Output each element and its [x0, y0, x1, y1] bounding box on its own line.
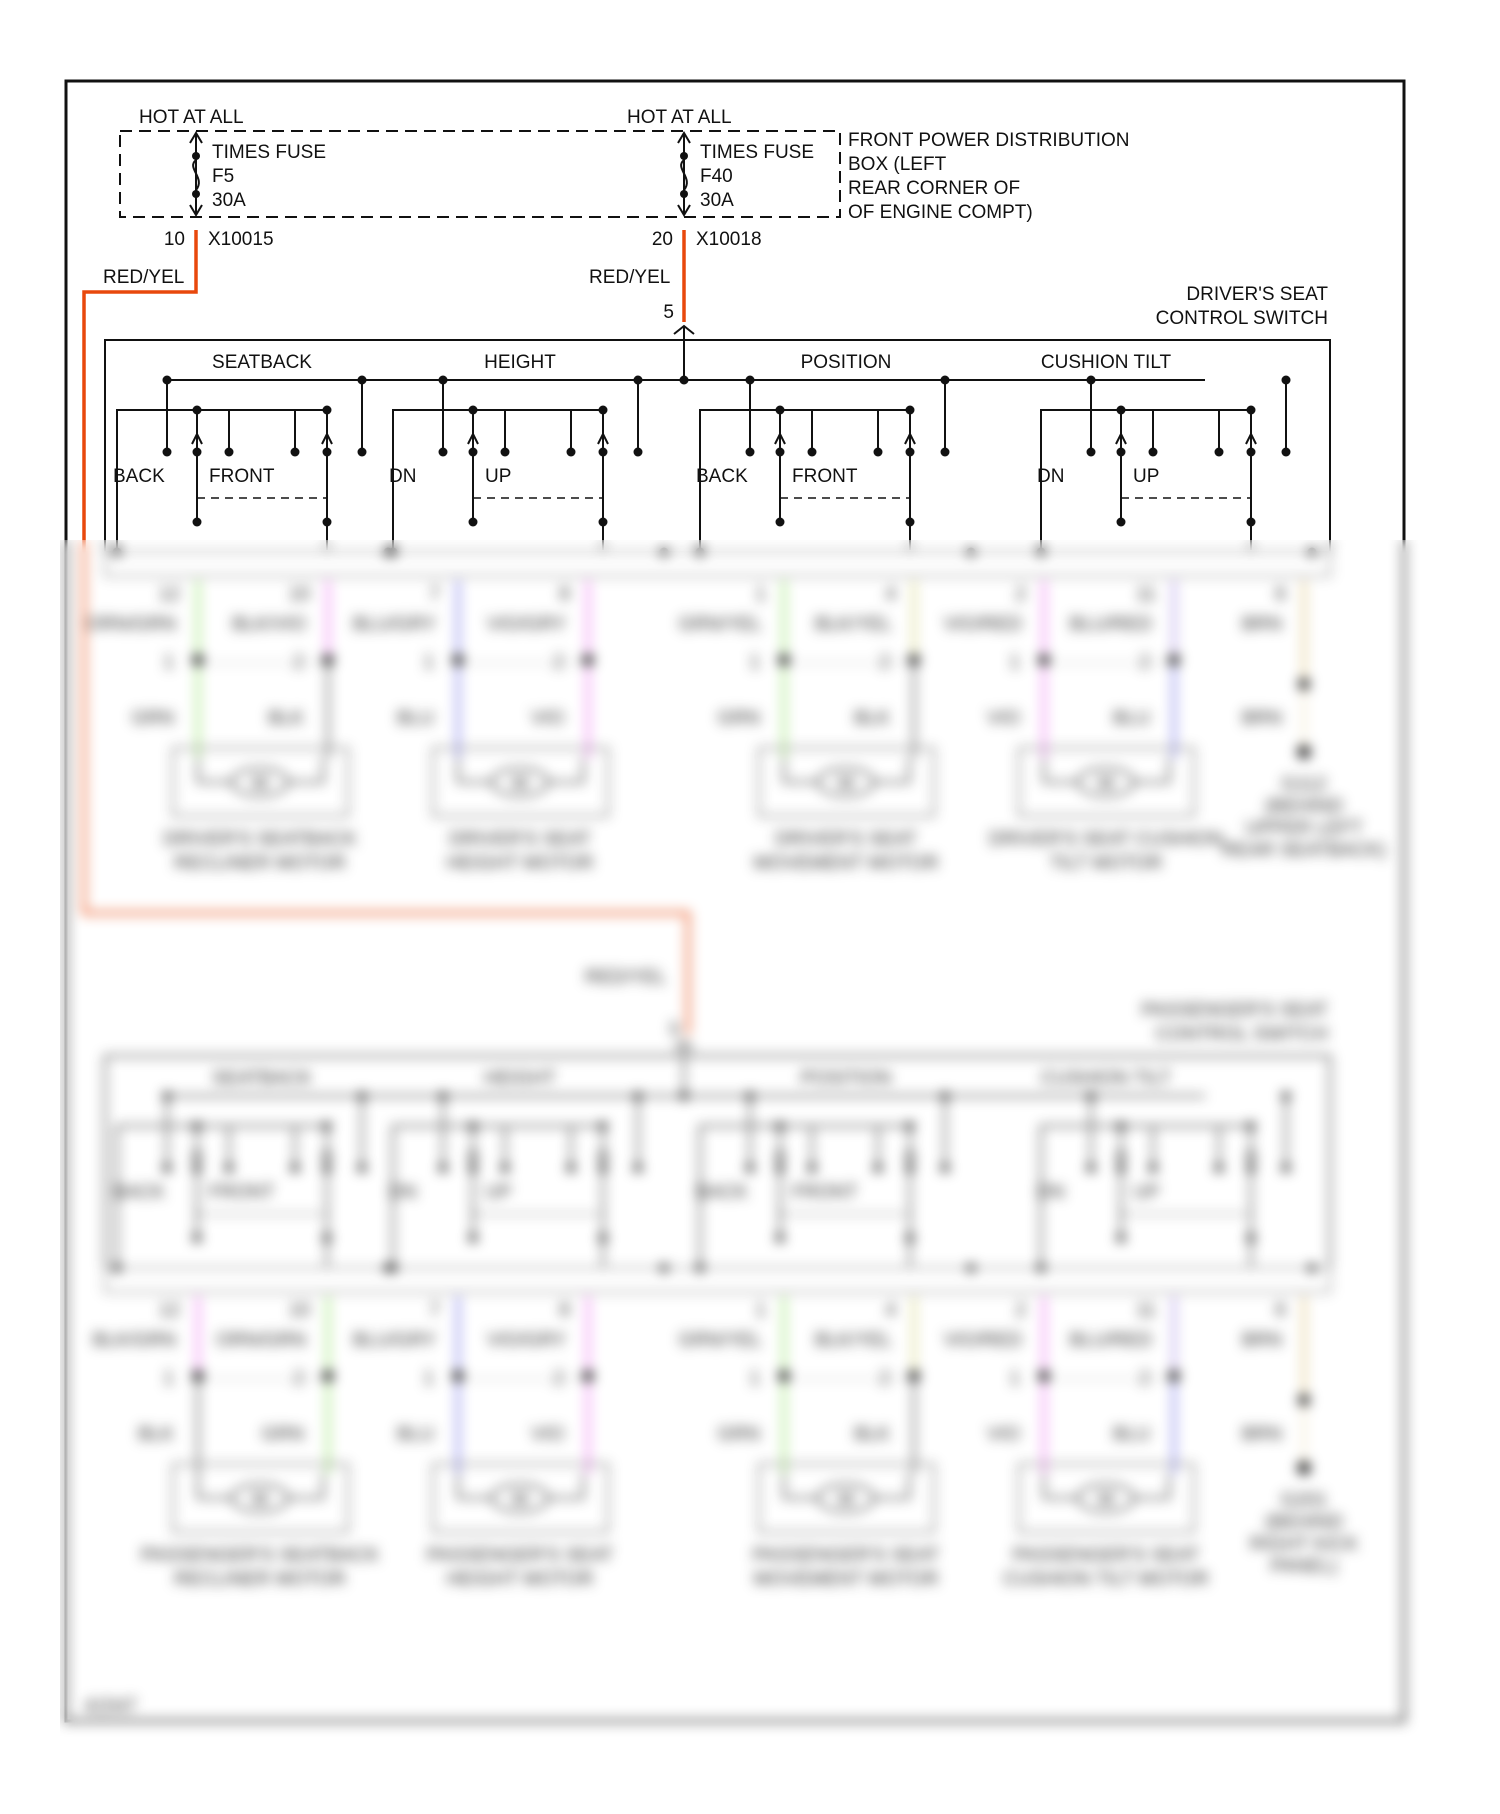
seat-control-switch-outline — [105, 1056, 1330, 1292]
wire-color-label: ORN/GRN — [86, 614, 176, 635]
wire-color-label: GRN/YEL — [678, 614, 762, 635]
connector-pin-number: 11 — [1136, 1300, 1156, 1321]
wire-color-label: VIO/GRY — [487, 1330, 566, 1351]
connector-terminal-dot — [452, 654, 464, 666]
motor-name: PASSENGER'S SEATBACK — [140, 1545, 380, 1566]
connector-terminal-dot — [1038, 654, 1050, 666]
ground-label: RIGHT KICK — [1249, 1534, 1359, 1555]
motor-name: RECLINER MOTOR — [174, 853, 346, 874]
motor-wire-label: BLK — [854, 1424, 890, 1445]
motor-pin-number: 1 — [1009, 652, 1020, 673]
motor-pin-number: 2 — [1139, 652, 1150, 673]
box-label-line: REAR CORNER OF — [848, 178, 1021, 199]
junction-dot — [193, 1234, 202, 1243]
junction-dot — [1037, 1264, 1046, 1273]
motor-wire-label: VIO — [531, 708, 564, 729]
switch-group-label: HEIGHT — [484, 352, 556, 373]
junction-dot — [1037, 548, 1046, 557]
junction-dot — [776, 1234, 785, 1243]
motor-wire-label: BLU — [1113, 708, 1150, 729]
connector-pin-number: 10 — [288, 584, 310, 605]
junction-dot — [941, 1092, 950, 1101]
junction-dot — [163, 376, 172, 385]
junction-dot — [163, 1092, 172, 1101]
motor-pin-number: 2 — [293, 652, 304, 673]
fuse-name: TIMES FUSE — [700, 142, 815, 163]
fuse-id: F40 — [700, 166, 733, 187]
junction-dot — [358, 1092, 367, 1101]
connector-pin-number: 6 — [1275, 1300, 1286, 1321]
ground-terminal-dot — [1298, 1394, 1310, 1406]
wire-color-label: BLK/VIO — [232, 614, 306, 635]
switch-group-label: POSITION — [800, 352, 892, 373]
motor-symbol-letter: M — [1098, 773, 1114, 794]
motor-wire-label: BLK — [268, 708, 304, 729]
switch-group-label: HEIGHT — [484, 1068, 556, 1089]
connector-terminal-dot — [908, 654, 920, 666]
connector-terminal-dot — [322, 654, 334, 666]
connector-pin-number: 6 — [1275, 584, 1286, 605]
motor-name: DRIVER'S SEAT — [775, 829, 917, 850]
switch-group-label: SEATBACK — [212, 1068, 312, 1089]
junction-dot — [1247, 1234, 1256, 1243]
switch-position-label: UP — [1133, 466, 1160, 487]
fuse-id: F5 — [212, 166, 235, 187]
motor-wire-label: GRN — [261, 1424, 304, 1445]
junction-dot — [358, 376, 367, 385]
junction-dot — [660, 1264, 669, 1273]
switch-position-label: DN — [389, 466, 417, 487]
switch-pin-number: 5 — [663, 302, 674, 323]
switch-group-label: CUSHION TILT — [1040, 1068, 1172, 1089]
motor-wire-label: GRN — [717, 708, 760, 729]
wire-color-label: BLU/GRY — [352, 614, 436, 635]
junction-dot — [439, 1092, 448, 1101]
motor-wire-label: BLK — [138, 1424, 174, 1445]
junction-dot — [1282, 1092, 1291, 1101]
switch-position-label: FRONT — [792, 1182, 858, 1203]
connector-terminal-dot — [778, 1370, 790, 1382]
fuse-name: TIMES FUSE — [212, 142, 327, 163]
box-label-line: OF ENGINE COMPT) — [848, 202, 1033, 223]
motor-name: DRIVER'S SEATBACK — [163, 829, 357, 850]
connector-pin-number: 1 — [755, 584, 766, 605]
motor-pin-number: 2 — [879, 1368, 890, 1389]
wire-color-label: VIO/GRY — [487, 614, 566, 635]
junction-dot — [113, 548, 122, 557]
junction-dot — [906, 1234, 915, 1243]
junction-dot — [746, 376, 755, 385]
motor-pin-number: 1 — [749, 1368, 760, 1389]
junction-dot — [696, 1264, 705, 1273]
connector-terminal-dot — [908, 1370, 920, 1382]
fuse-terminal-dot — [680, 152, 688, 160]
wire-color-label: BRN — [1241, 614, 1282, 635]
junction-dot — [113, 1264, 122, 1273]
junction-dot — [1117, 518, 1126, 527]
connector-pin-number: 11 — [1136, 584, 1156, 605]
motor-wire-label: BLK — [854, 708, 890, 729]
junction-dot — [1308, 548, 1317, 557]
switch-position-label: BACK — [696, 466, 748, 487]
motor-pin-number: 1 — [163, 652, 174, 673]
motor-symbol-letter: M — [512, 773, 528, 794]
ground-label: G112 — [1281, 774, 1327, 795]
motor-symbol-letter: M — [252, 773, 268, 794]
switch-pin-number: 5 — [669, 1020, 680, 1041]
motor-name: PASSENGER'S SEAT — [752, 1545, 940, 1566]
junction-dot — [1117, 1234, 1126, 1243]
motor-wire-label: GRN — [131, 708, 174, 729]
fuse-rating: 30A — [700, 190, 734, 211]
figure-id: 41547 — [84, 1696, 137, 1717]
junction-dot — [941, 376, 950, 385]
motor-pin-number: 2 — [553, 652, 564, 673]
switch-position-label: DN — [1037, 466, 1065, 487]
junction-dot — [696, 548, 705, 557]
ground-terminal-dot — [1297, 1461, 1311, 1475]
switch-position-label: BACK — [113, 466, 165, 487]
switch-position-label: DN — [389, 1182, 417, 1203]
fuse-connector-id: X10018 — [696, 229, 762, 250]
feed-wire-label: RED/YEL — [103, 267, 185, 288]
seat-control-switch-outline — [105, 340, 1330, 576]
junction-dot — [469, 518, 478, 527]
motor-wire-label: BLU — [397, 1424, 434, 1445]
connector-terminal-dot — [1168, 1370, 1180, 1382]
switch-position-label: UP — [1133, 1182, 1160, 1203]
connector-pin-number: 7 — [429, 584, 440, 605]
motor-name: PASSENGER'S SEAT — [426, 1545, 614, 1566]
switch-position-label: FRONT — [209, 1182, 275, 1203]
junction-dot — [323, 518, 332, 527]
ground-label: UPPER LEFT — [1245, 818, 1363, 839]
motor-pin-number: 1 — [1009, 1368, 1020, 1389]
junction-dot — [967, 548, 976, 557]
switch-position-label: UP — [485, 1182, 512, 1203]
wire-color-label: VIO/RED — [943, 614, 1022, 635]
switch-position-label: BACK — [696, 1182, 748, 1203]
junction-dot — [439, 376, 448, 385]
connector-pin-number: 1 — [755, 1300, 766, 1321]
junction-dot — [634, 1092, 643, 1101]
motor-name: TILT MOTOR — [1049, 853, 1163, 874]
junction-dot — [469, 1234, 478, 1243]
connector-terminal-dot — [1038, 1370, 1050, 1382]
box-label-line: BOX (LEFT — [848, 154, 947, 175]
motor-pin-number: 1 — [163, 1368, 174, 1389]
ground-label: (BEHIND — [1264, 1512, 1344, 1533]
junction-dot — [1087, 1092, 1096, 1101]
ground-label: REAR SEATBACK) — [1221, 840, 1387, 861]
hot-at-all-label: HOT AT ALL — [139, 107, 244, 128]
ground-terminal-dot — [1298, 678, 1310, 690]
motor-name: HEIGHT MOTOR — [446, 853, 594, 874]
junction-dot — [680, 1092, 689, 1101]
fuse-terminal-dot — [192, 152, 200, 160]
junction-dot — [680, 376, 689, 385]
fuse-pin-number: 20 — [651, 229, 673, 250]
motor-wire-label: VIO — [987, 1424, 1020, 1445]
switch-position-label: DN — [1037, 1182, 1065, 1203]
switch-position-label: UP — [485, 466, 512, 487]
motor-wire-label: GRN — [717, 1424, 760, 1445]
switch-group-label: CUSHION TILT — [1040, 352, 1172, 373]
motor-wire-label: BLU — [1113, 1424, 1150, 1445]
connector-pin-number: 4 — [885, 584, 896, 605]
connector-pin-number: 12 — [158, 584, 180, 605]
motor-name: DRIVER'S SEAT CUSHION — [988, 829, 1224, 850]
motor-name: MOVEMENT MOTOR — [753, 853, 939, 874]
junction-dot — [1282, 376, 1291, 385]
wire-color-label: BLK/YEL — [814, 1330, 892, 1351]
connector-pin-number: 10 — [288, 1300, 310, 1321]
connector-pin-number: 8 — [559, 1300, 570, 1321]
motor-wire-label: VIO — [531, 1424, 564, 1445]
connector-terminal-dot — [582, 654, 594, 666]
ground-label: (BEHIND — [1264, 796, 1344, 817]
ground-label: PANEL) — [1270, 1556, 1338, 1577]
motor-symbol-letter: M — [512, 1489, 528, 1510]
motor-pin-number: 2 — [1139, 1368, 1150, 1389]
switch-position-label: FRONT — [209, 466, 275, 487]
connector-pin-number: 12 — [158, 1300, 180, 1321]
motor-pin-number: 2 — [293, 1368, 304, 1389]
motor-name: RECLINER MOTOR — [174, 1569, 346, 1590]
junction-dot — [906, 518, 915, 527]
junction-dot — [746, 1092, 755, 1101]
wire-color-label: BLK/GRN — [92, 1330, 176, 1351]
junction-dot — [389, 548, 398, 557]
connector-pin-number: 4 — [885, 1300, 896, 1321]
connector-pin-number: 7 — [429, 1300, 440, 1321]
motor-pin-number: 2 — [553, 1368, 564, 1389]
switch-group-label: SEATBACK — [212, 352, 312, 373]
wire-color-label: BLU/RED — [1069, 614, 1152, 635]
junction-dot — [599, 518, 608, 527]
motor-pin-number: 2 — [879, 652, 890, 673]
ground-label: G201 — [1280, 1490, 1328, 1511]
wire-color-label: ORN/GRN — [216, 1330, 306, 1351]
connector-terminal-dot — [322, 1370, 334, 1382]
switch-title: CONTROL SWITCH — [1155, 308, 1328, 329]
junction-dot — [1247, 518, 1256, 527]
fuse-pin-number: 10 — [163, 229, 185, 250]
motor-wire-label: BRN — [1241, 708, 1282, 729]
feed-wire-label: RED/YEL — [585, 967, 667, 988]
connector-terminal-dot — [192, 654, 204, 666]
junction-dot — [776, 518, 785, 527]
motor-pin-number: 1 — [423, 1368, 434, 1389]
wire-color-label: VIO/RED — [943, 1330, 1022, 1351]
motor-wire-label: VIO — [987, 708, 1020, 729]
motor-symbol-letter: M — [252, 1489, 268, 1510]
fuse-rating: 30A — [212, 190, 246, 211]
switch-connector-strip — [105, 552, 1330, 576]
connector-terminal-dot — [582, 1370, 594, 1382]
fuse-connector-id: X10015 — [208, 229, 274, 250]
hot-at-all-label: HOT AT ALL — [627, 107, 732, 128]
junction-dot — [599, 1234, 608, 1243]
motor-symbol-letter: M — [838, 1489, 854, 1510]
switch-connector-strip — [105, 1268, 1330, 1292]
wire-color-label: BLU/RED — [1069, 1330, 1152, 1351]
motor-wire-label: BRN — [1241, 1424, 1282, 1445]
motor-pin-number: 1 — [749, 652, 760, 673]
motor-name: DRIVER'S SEAT — [449, 829, 591, 850]
connector-pin-number: 2 — [1015, 584, 1026, 605]
motor-symbol-letter: M — [1098, 1489, 1114, 1510]
connector-terminal-dot — [192, 1370, 204, 1382]
switch-title: CONTROL SWITCH — [1155, 1024, 1328, 1045]
junction-dot — [660, 548, 669, 557]
junction-dot — [1087, 376, 1096, 385]
ground-terminal-dot — [1297, 745, 1311, 759]
motor-symbol-letter: M — [838, 773, 854, 794]
switch-position-label: BACK — [113, 1182, 165, 1203]
junction-dot — [389, 1264, 398, 1273]
motor-name: HEIGHT MOTOR — [446, 1569, 594, 1590]
switch-position-label: FRONT — [792, 466, 858, 487]
junction-dot — [1308, 1264, 1317, 1273]
connector-pin-number: 8 — [559, 584, 570, 605]
connector-terminal-dot — [778, 654, 790, 666]
feed-wire-label: RED/YEL — [589, 267, 671, 288]
junction-dot — [967, 1264, 976, 1273]
switch-group-label: POSITION — [800, 1068, 892, 1089]
junction-dot — [323, 1234, 332, 1243]
fuse-terminal-dot — [192, 190, 200, 198]
connector-terminal-dot — [452, 1370, 464, 1382]
motor-pin-number: 1 — [423, 652, 434, 673]
switch-title: DRIVER'S SEAT — [1186, 284, 1328, 305]
wire-color-label: GRN/YEL — [678, 1330, 762, 1351]
junction-dot — [634, 376, 643, 385]
motor-name: PASSENGER'S SEAT — [1012, 1545, 1200, 1566]
wire-color-label: BLK/YEL — [814, 614, 892, 635]
switch-title: PASSENGER'S SEAT — [1141, 1000, 1328, 1021]
motor-wire-label: BLU — [397, 708, 434, 729]
wire-color-label: BRN — [1241, 1330, 1282, 1351]
connector-pin-number: 2 — [1015, 1300, 1026, 1321]
connector-terminal-dot — [1168, 654, 1180, 666]
wire-color-label: BLU/GRY — [352, 1330, 436, 1351]
box-label-line: FRONT POWER DISTRIBUTION — [848, 130, 1130, 151]
motor-name: MOVEMENT MOTOR — [753, 1569, 939, 1590]
fuse-terminal-dot — [680, 190, 688, 198]
motor-name: CUSHION TILT MOTOR — [1003, 1569, 1209, 1590]
junction-dot — [193, 518, 202, 527]
